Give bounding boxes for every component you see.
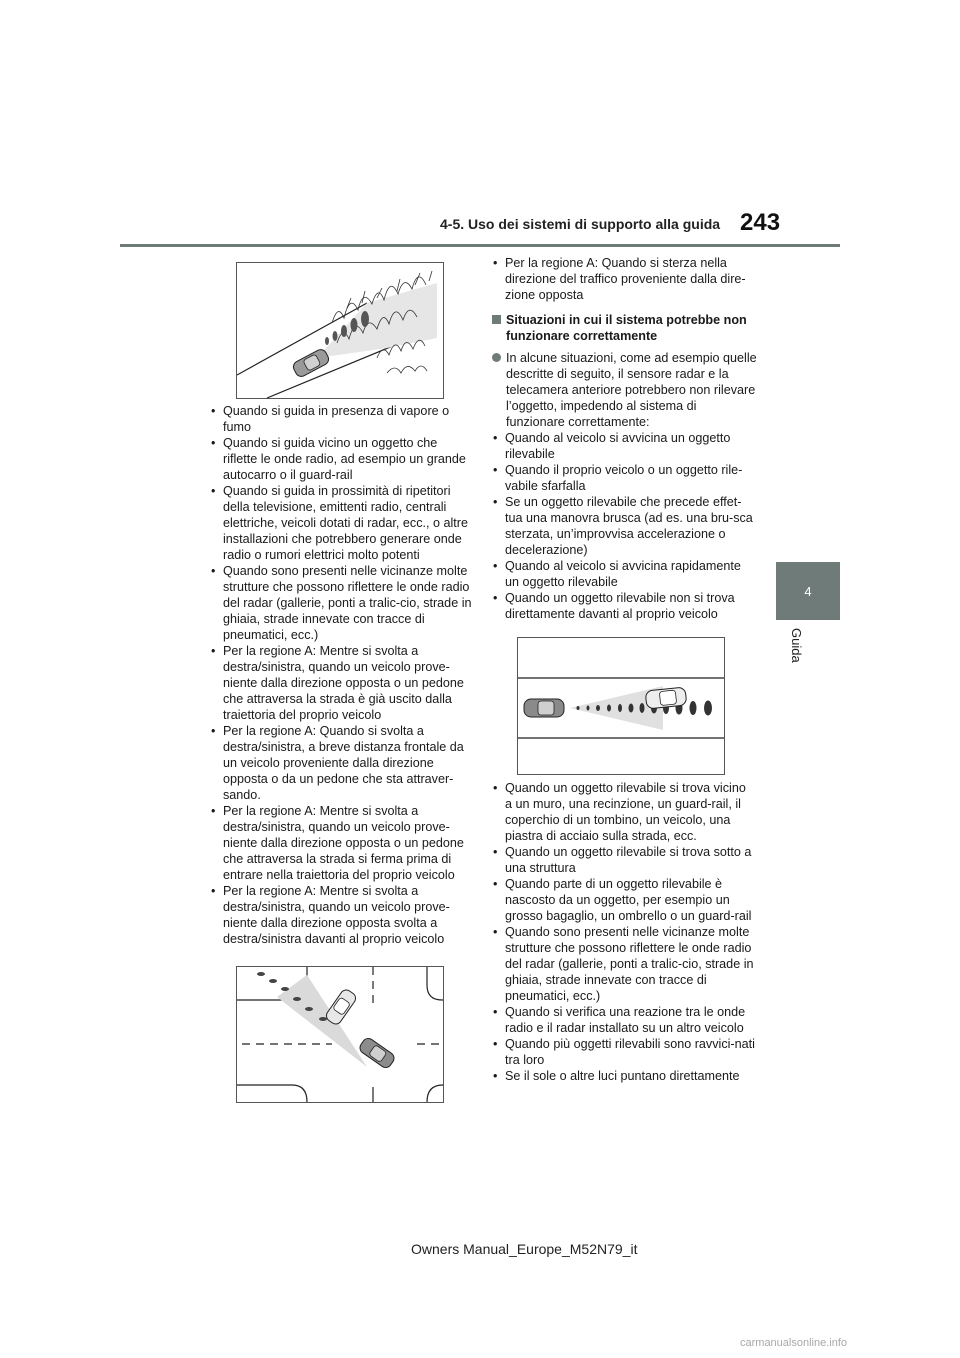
list-item: • Per la regione A: Mentre si svolta a destra/sinistra, quando un veicolo prove-niente dalla direzione opposta svolta a destra/sinistra davanti al proprio veicolo bbox=[210, 883, 472, 947]
smoke-illustration bbox=[237, 263, 443, 398]
list-item: • Quando si verifica una reazione tra le onde radio e il radar installato su un altro veicolo bbox=[492, 1004, 756, 1036]
intro-text: In alcune situazioni, come ad esempio quelle descritte di seguito, il sensore radar e la telecamera anteriore potrebbero non rilevare l’oggetto, impedendo al sistema di funzionare correttamente: bbox=[506, 351, 757, 429]
list-item: • Per la regione A: Quando si sterza nella direzione del traffico proveniente dalla dire-zione opposta bbox=[492, 255, 756, 303]
figure-intersection bbox=[236, 966, 444, 1103]
list-item: • Quando si guida in presenza di vapore o fumo bbox=[210, 403, 472, 435]
figure-lane-radar bbox=[517, 637, 725, 775]
circle-bullet-icon bbox=[492, 353, 501, 362]
header-rule bbox=[120, 244, 840, 247]
intersection-illustration bbox=[237, 967, 443, 1102]
square-bullet-icon bbox=[492, 315, 501, 324]
left-bullet-list bbox=[210, 403, 472, 947]
list-item: • Quando si guida in prossimità di ripetitori della televisione, emittenti radio, centrali elettriche, veicoli dotati di radar, ecc., o altre installazioni che potrebbero generare onde radio o rumori elettrici molto potenti bbox=[210, 483, 472, 563]
list-item: • Per la regione A: Mentre si svolta a destra/sinistra, quando un veicolo prove-niente dalla direzione opposta o un pedone che attraversa la strada si ferma prima di entrare nella traiettoria del proprio veicolo bbox=[210, 803, 472, 883]
list-item: • Per la regione A: Quando si svolta a destra/sinistra, a breve distanza frontale da un veicolo proveniente dalla direzione opposta o da un pedone che sta attraver-sando. bbox=[210, 723, 472, 803]
list-item: • Se il sole o altre luci puntano direttamente bbox=[492, 1068, 756, 1084]
right-bottom-bullet-list bbox=[492, 780, 756, 1084]
list-item: • Quando un oggetto rilevabile si trova vicino a un muro, una recinzione, un guard-rail, il coperchio di un tombino, un veicolo, una piastra di acciaio sulla strada, ecc. bbox=[492, 780, 756, 844]
footer-manual-id: Owners Manual_Europe_M52N79_it bbox=[411, 1241, 638, 1257]
lane-radar-illustration bbox=[518, 638, 724, 774]
section-header: 4-5. Uso dei sistemi di supporto alla guida bbox=[440, 216, 721, 232]
watermark: carmanualsonline.info bbox=[740, 1337, 848, 1349]
right-mid-bullet-list bbox=[492, 430, 756, 622]
list-item: • Se un oggetto rilevabile che precede effet-tua una manovra brusca (ad es. una bru-sca sterzata, un’improvvisa accelerazione o decelerazione) bbox=[492, 494, 756, 558]
section-title bbox=[492, 312, 758, 344]
list-item: • Quando sono presenti nelle vicinanze molte strutture che possono riflettere le onde radio del radar (gallerie, ponti a tralic-cio, strade in ghiaia, strade innevate con tracce di pneumatici, ecc.) bbox=[492, 924, 756, 1004]
right-top-bullet-list bbox=[492, 255, 756, 303]
list-item: • Quando al veicolo si avvicina un oggetto rilevabile bbox=[492, 430, 756, 462]
section-title-text: Situazioni in cui il sistema potrebbe non funzionare correttamente bbox=[506, 313, 747, 343]
chapter-label: Guida bbox=[789, 628, 804, 663]
list-item: • Quando il proprio veicolo o un oggetto rile-vabile sfarfalla bbox=[492, 462, 756, 494]
list-item: • Quando un oggetto rilevabile si trova sotto a una struttura bbox=[492, 844, 756, 876]
list-item: • Quando si guida vicino un oggetto che riflette le onde radio, ad esempio un grande autocarro o il guard-rail bbox=[210, 435, 472, 483]
list-item: • Per la regione A: Mentre si svolta a destra/sinistra, quando un veicolo prove-niente dalla direzione opposta o un pedone che attraversa la strada è già uscito dalla traiettoria del proprio veicolo bbox=[210, 643, 472, 723]
figure-smoke bbox=[236, 262, 444, 399]
intro-paragraph bbox=[492, 350, 758, 430]
chapter-tab[interactable]: 4 bbox=[776, 562, 840, 620]
list-item: • Quando parte di un oggetto rilevabile è nascosto da un oggetto, per esempio un grosso bagaglio, un ombrello o un guard-rail bbox=[492, 876, 756, 924]
list-item: • Quando più oggetti rilevabili sono ravvici-nati tra loro bbox=[492, 1036, 756, 1068]
list-item: • Quando al veicolo si avvicina rapidamente un oggetto rilevabile bbox=[492, 558, 756, 590]
page-number: 243 bbox=[740, 209, 781, 236]
list-item: • Quando sono presenti nelle vicinanze molte strutture che possono riflettere le onde radio del radar (gallerie, ponti a tralic-cio, strade in ghiaia, strade innevate con tracce di pneumatici, ecc.) bbox=[210, 563, 472, 643]
list-item: • Quando un oggetto rilevabile non si trova direttamente davanti al proprio veicolo bbox=[492, 590, 756, 622]
